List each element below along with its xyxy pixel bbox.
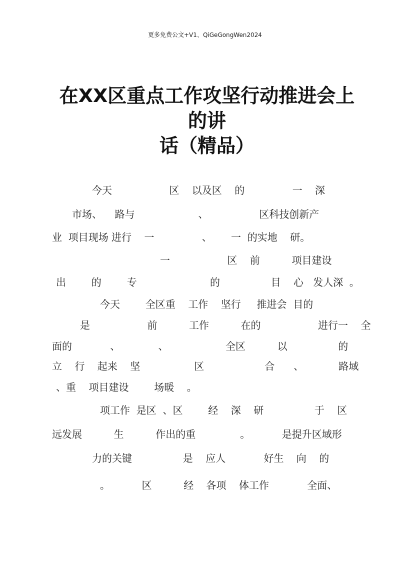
title-line-1: 在XX区重点工作攻坚行动推进会上的讲 — [59, 85, 355, 132]
body-line: 一 区 前 项目建设 — [160, 256, 332, 267]
body-line: 面的 、 、 全区 以 的 — [52, 342, 349, 353]
body-line: 今天 区 以及区 的 一 深 — [92, 186, 326, 197]
body-line: 立 行 起来 坚 区 合 、 路域 — [52, 362, 359, 373]
body-line: 。 区 经 各项 体工作 全面、 — [100, 481, 338, 492]
body-line: 业 项目现场 进行 一 、 一 的实地 研。 — [52, 233, 311, 244]
body-line: 今天 全区重 工作 坚行 推进会 目的 — [100, 300, 314, 311]
body-line: 项工作 是区 、区 经 深 研 于 区 — [100, 406, 348, 417]
header-note: 更多免费公文+V1、QiGeGongWen2024 — [148, 32, 262, 39]
body-line: 市场、 路与 、 区科技创新产 — [72, 210, 320, 221]
body-line: 远发展 生 作出的重 。 是提升区域形 — [52, 430, 342, 441]
title-line-2: 话（精品） — [159, 135, 255, 157]
body-line: 是 前 工作 在的 进行一 全 — [80, 321, 371, 332]
body-line: 力的关键 是 应人 好生 向 的 — [92, 454, 330, 465]
body-line: 出 的 专 的 目 心 发人深 。 — [56, 278, 360, 289]
document-title — [52, 84, 362, 159]
body-line: 、重 项目建设 场暖 。 — [56, 383, 197, 394]
